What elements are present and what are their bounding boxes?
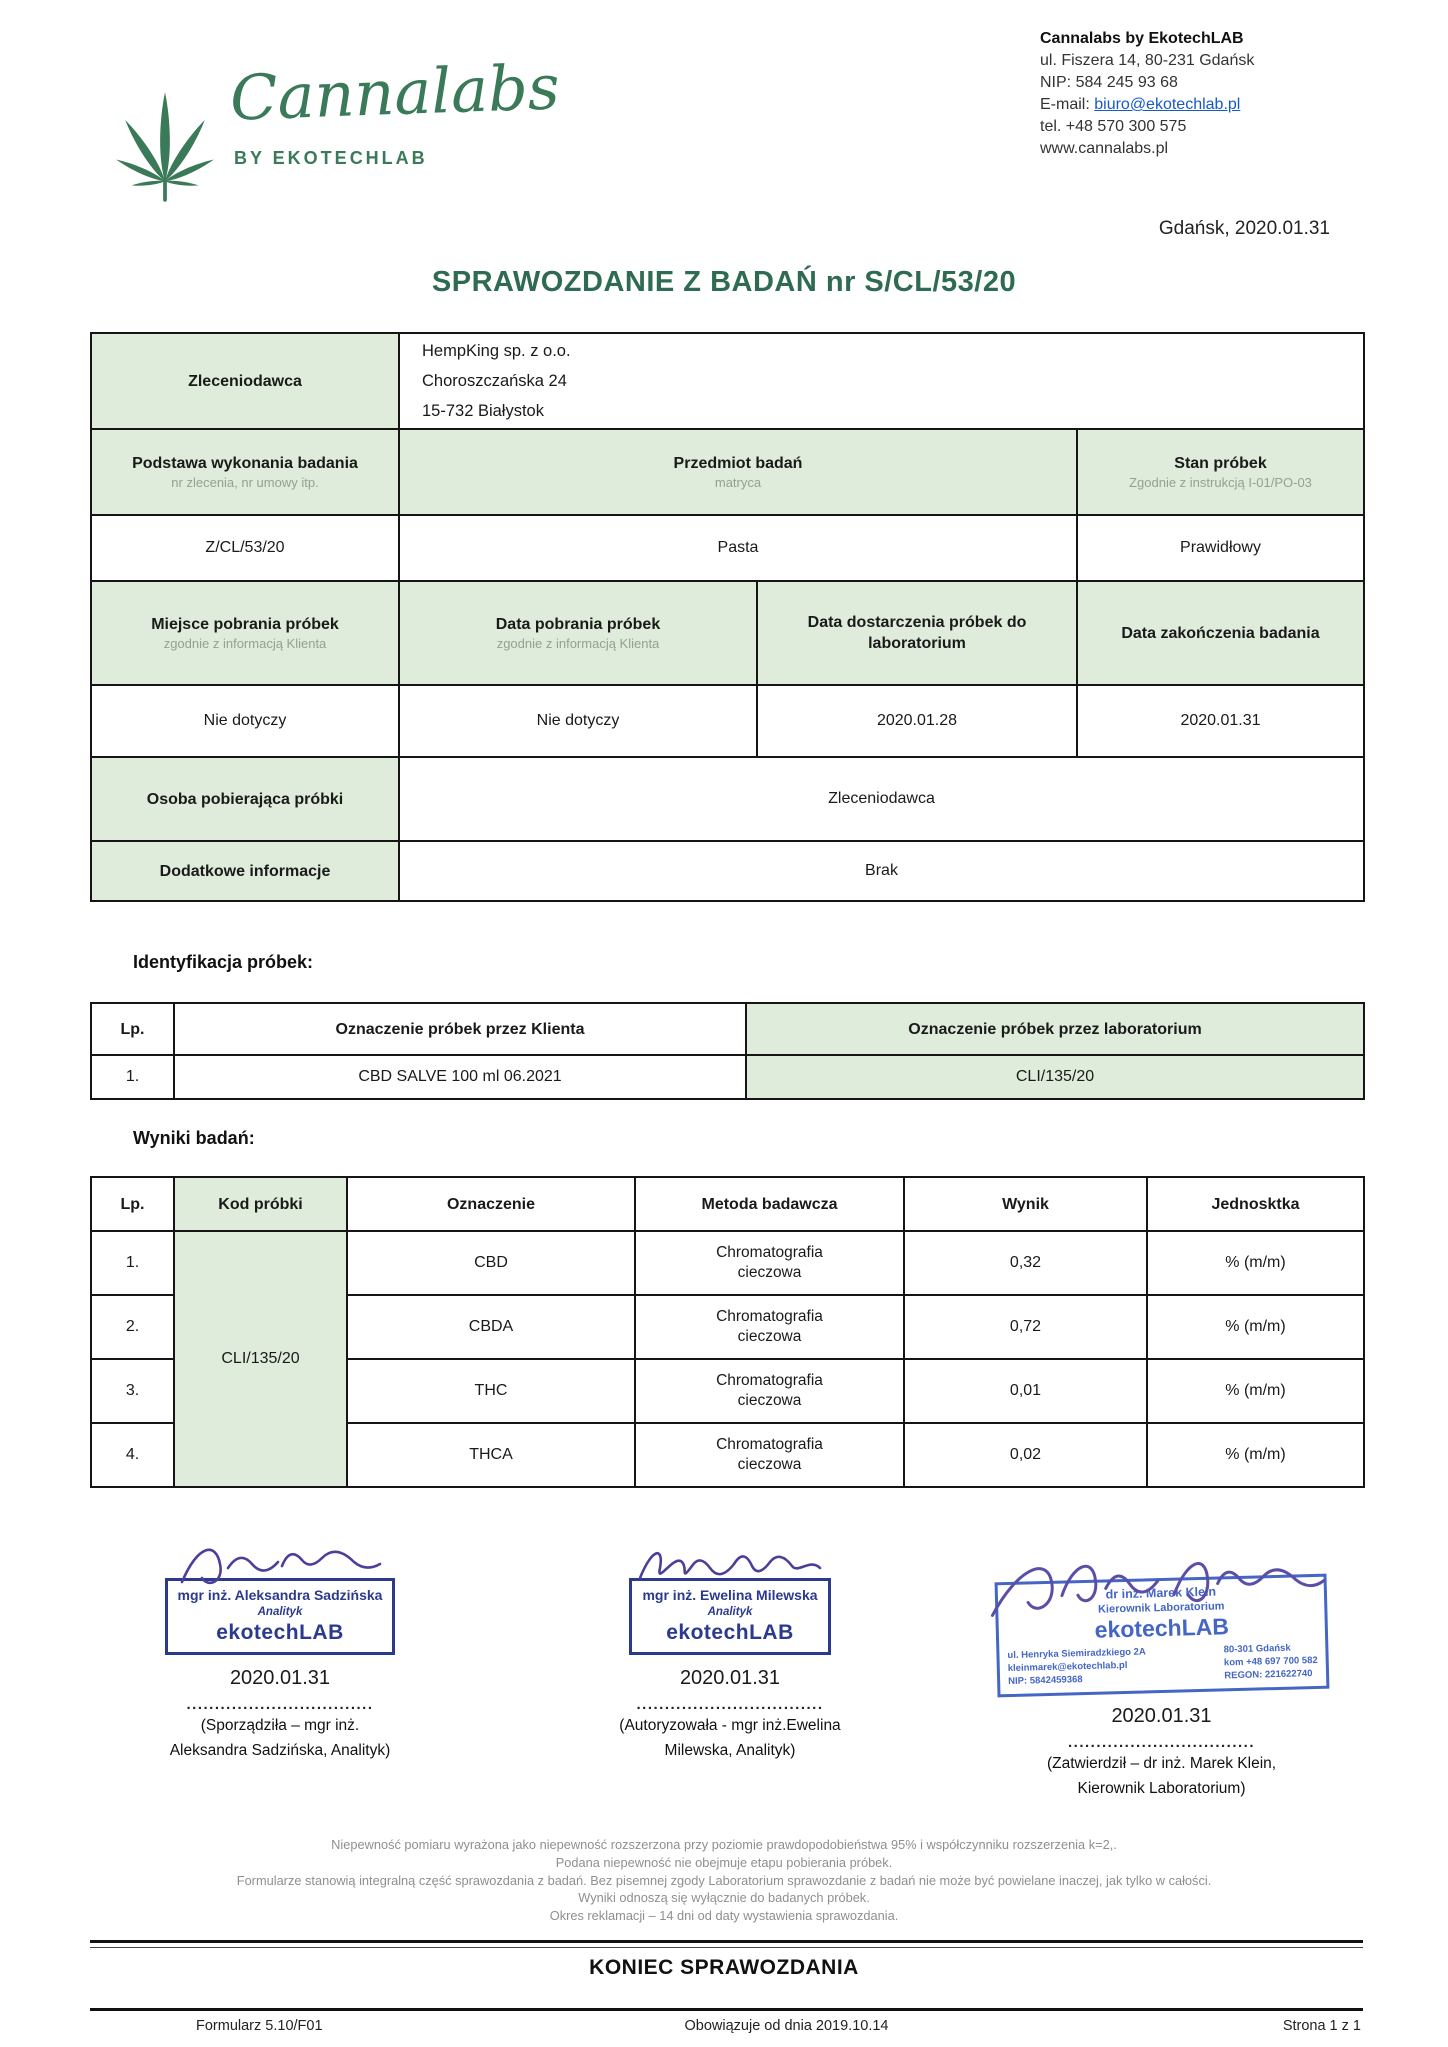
footnote-line: Niepewność pomiaru wyrażona jako niepewność rozszerzona przy poziomie prawdopodobieństwa 95% i współczynniku rozszerzenia k=2,.: [331, 1837, 1117, 1852]
res-unit: % (m/m): [1147, 1231, 1364, 1295]
sampling-date-header-cell: [399, 581, 757, 685]
contact-phone: tel. +48 570 300 575: [1040, 118, 1187, 135]
info-table: [90, 332, 1365, 902]
sampling-date-label: Data pobrania próbek: [495, 616, 661, 633]
handwritten-signature: [170, 1538, 390, 1594]
id-row-lp: 1.: [91, 1055, 174, 1099]
identification-table: [90, 1002, 1365, 1100]
place-label: Miejsce pobrania próbek: [151, 616, 339, 633]
basis-header-cell: [91, 429, 399, 515]
state-sub: Zgodnie z instrukcją I-01/PO-03: [1129, 475, 1312, 490]
results-heading: Wyniki badań:: [133, 1128, 255, 1148]
signature-caption: Milewska, Analityk): [664, 1742, 796, 1759]
res-result: 0,02: [904, 1423, 1147, 1487]
signature-caption: Kierownik Laboratorium): [1077, 1780, 1246, 1797]
id-col-client: Oznaczenie próbek przez Klienta: [174, 1003, 746, 1055]
signature-caption: (Autoryzowała - mgr inż.Ewelina: [619, 1717, 841, 1734]
stamp-address-left: [1007, 1645, 1146, 1688]
res-unit: % (m/m): [1147, 1423, 1364, 1487]
head-stamp: [994, 1574, 1329, 1698]
cannabis-leaf-icon: [100, 76, 230, 216]
separator-line-top: [90, 1940, 1363, 1948]
end-date-value-cell: 2020.01.31: [1077, 685, 1364, 757]
signature-date: 2020.01.31: [229, 1667, 331, 1689]
extra-value-cell: Brak: [399, 841, 1364, 901]
basis-value-cell: Z/CL/53/20: [91, 515, 399, 581]
res-result: 0,01: [904, 1359, 1147, 1423]
res-result: 0,72: [904, 1295, 1147, 1359]
res-col-unit: Jednosktka: [1147, 1177, 1364, 1231]
delivery-date-value-cell: 2020.01.28: [757, 685, 1077, 757]
method-line: Chromatografia: [716, 1372, 823, 1389]
method-line: cieczowa: [737, 1456, 802, 1473]
res-name: CBDA: [347, 1295, 635, 1359]
signature-dotted-line: .................................: [186, 1696, 374, 1713]
subject-label: Przedmiot badań: [673, 455, 803, 472]
sampler-value-cell: Zleceniodawca: [399, 757, 1364, 841]
state-header-cell: [1077, 429, 1364, 515]
method-line: cieczowa: [737, 1328, 802, 1345]
res-col-method: Metoda badawcza: [635, 1177, 904, 1231]
footnote-line: Okres reklamacji – 14 dni od daty wystawienia sprawozdania.: [549, 1908, 899, 1924]
signature-dotted-line: .................................: [1067, 1734, 1256, 1751]
state-value-cell: Prawidłowy: [1077, 515, 1364, 581]
signature-block-head: [960, 1538, 1363, 1801]
id-col-lab: Oznaczenie próbek przez laboratorium: [746, 1003, 1364, 1055]
ekotechlab-stamp-logo: ekotechLAB: [1093, 1613, 1229, 1643]
stamp-address-line: kom +48 697 700 582: [1223, 1654, 1318, 1669]
client-line: HempKing sp. z o.o.: [422, 342, 571, 360]
place-value-cell: Nie dotyczy: [91, 685, 399, 757]
table-row: [91, 1231, 1364, 1295]
res-name: THC: [347, 1359, 635, 1423]
stamp-name: dr inż. Marek Klein: [1104, 1584, 1216, 1602]
client-label-cell: Zleceniodawca: [91, 333, 399, 429]
stamp-role: Analityk: [257, 1606, 303, 1618]
state-label: Stan próbek: [1174, 455, 1267, 472]
stamp-name: mgr inż. Aleksandra Sadzińska: [177, 1587, 383, 1603]
id-row-lab: CLI/135/20: [746, 1055, 1364, 1099]
end-date-header-cell: Data zakończenia badania: [1077, 581, 1364, 685]
contact-address: ul. Fiszera 14, 80-231 Gdańsk: [1040, 52, 1255, 69]
extra-label-cell: Dodatkowe informacje: [91, 841, 399, 901]
contact-company: Cannalabs by EkotechLAB: [1040, 30, 1244, 47]
table-row: [91, 1055, 1364, 1099]
city-date: Gdańsk, 2020.01.31: [1158, 218, 1330, 239]
res-name: CBD: [347, 1231, 635, 1295]
res-col-name: Oznaczenie: [347, 1177, 635, 1231]
res-method: [635, 1423, 904, 1487]
res-name: THCA: [347, 1423, 635, 1487]
client-line: 15-732 Białystok: [422, 402, 544, 420]
sample-code-cell: CLI/135/20: [174, 1231, 347, 1487]
footnote-line: Wyniki odnoszą się wyłącznie do badanych próbek.: [578, 1890, 870, 1906]
basis-sub: nr zlecenia, nr umowy itp.: [171, 475, 319, 490]
stamp-address-line: REGON: 221622740: [1223, 1668, 1313, 1682]
subject-header-cell: [399, 429, 1077, 515]
basis-label: Podstawa wykonania badania: [132, 455, 358, 472]
contact-block: [1040, 28, 1254, 160]
stamp-address-line: kleinmarek@ekotechlab.pl: [1007, 1659, 1128, 1675]
id-row-client: CBD SALVE 100 ml 06.2021: [174, 1055, 746, 1099]
footnote-line: Podana niepewność nie obejmuje etapu pobierania próbek.: [555, 1854, 893, 1870]
signature-caption: (Sporządziła – mgr inż.: [200, 1717, 360, 1734]
res-result: 0,32: [904, 1231, 1147, 1295]
contact-email-label: E-mail:: [1040, 96, 1095, 113]
email-link[interactable]: biuro@ekotechlab.pl: [1094, 96, 1241, 113]
results-table: [90, 1176, 1365, 1488]
signature-block-analyst1: [90, 1538, 470, 1763]
footnote-line: Formularze stanowią integralną część sprawozdania z badań. Bez pisemnej zgody Laboratorium sprawozdanie z badań nie może być powielane inaczej, jak tylko w całości.: [236, 1872, 1212, 1888]
end-of-report-title: KONIEC SPRAWOZDANIA: [589, 1956, 859, 1979]
contact-email-line: [1040, 94, 1254, 116]
stamp-name: mgr inż. Ewelina Milewska: [642, 1587, 818, 1603]
signature-block-analyst2: [540, 1538, 920, 1763]
place-header-cell: [91, 581, 399, 685]
sampling-date-sub: zgodnie z informacją Klienta: [496, 636, 660, 651]
subject-sub: matryca: [714, 475, 762, 490]
separator-line-bottom: [90, 2008, 1363, 2011]
res-col-code: Kod próbki: [174, 1177, 347, 1231]
handwritten-signature: [630, 1538, 830, 1594]
method-line: Chromatografia: [716, 1436, 823, 1453]
place-sub: zgodnie z informacją Klienta: [163, 636, 327, 651]
handwritten-signature: [976, 1530, 1338, 1639]
page-footer: [90, 2018, 1363, 2034]
signature-date: 2020.01.31: [1111, 1705, 1212, 1727]
res-method: [635, 1231, 904, 1295]
footer-valid-from: Obowiązuje od dnia 2019.10.14: [684, 2018, 889, 2034]
signature-caption: (Zatwierdził – dr inż. Marek Klein,: [1046, 1755, 1277, 1772]
subject-value-cell: Pasta: [399, 515, 1077, 581]
contact-website: www.cannalabs.pl: [1040, 140, 1169, 157]
identification-heading: Identyfikacja próbek:: [133, 952, 314, 972]
client-line: Choroszczańska 24: [422, 372, 567, 390]
footnotes: [0, 1836, 1448, 1925]
res-lp: 2.: [91, 1295, 174, 1359]
stamp-role: Kierownik Laboratorium: [1097, 1600, 1225, 1616]
footer-page-number: Strona 1 z 1: [1282, 2018, 1361, 2034]
stamp-address-line: ul. Henryka Siemiradzkiego 2A: [1006, 1646, 1146, 1662]
delivery-date-header-cell: Data dostarczenia próbek do laboratorium: [757, 581, 1077, 685]
signature-dotted-line: .................................: [636, 1696, 824, 1713]
ekotechlab-stamp-logo: ekotechLAB: [216, 1621, 344, 1644]
stamp-role: Analityk: [707, 1606, 753, 1618]
signature-caption: Aleksandra Sadzińska, Analityk): [169, 1742, 391, 1759]
stamp-address-line: NIP: 5842459368: [1007, 1674, 1083, 1688]
sampling-date-value-cell: Nie dotyczy: [399, 685, 757, 757]
footer-form-number: Formularz 5.10/F01: [196, 2018, 323, 2034]
res-unit: % (m/m): [1147, 1359, 1364, 1423]
res-lp: 4.: [91, 1423, 174, 1487]
stamp-address-line: 80-301 Gdańsk: [1222, 1642, 1291, 1656]
logo-wordmark: Cannalabs: [228, 50, 561, 135]
res-unit: % (m/m): [1147, 1295, 1364, 1359]
client-value-cell: [399, 333, 1364, 429]
id-col-lp: Lp.: [91, 1003, 174, 1055]
signature-date: 2020.01.31: [679, 1667, 781, 1689]
res-col-result: Wynik: [904, 1177, 1147, 1231]
report-title: SPRAWOZDANIE Z BADAŃ nr S/CL/53/20: [431, 266, 1017, 298]
logo-subtitle: BY EKOTECHLAB: [234, 148, 428, 168]
signatures-section: [90, 1538, 1363, 1838]
method-line: cieczowa: [737, 1392, 802, 1409]
stamp-address-right: [1223, 1641, 1318, 1682]
res-lp: 1.: [91, 1231, 174, 1295]
res-col-lp: Lp.: [91, 1177, 174, 1231]
sampler-label-cell: Osoba pobierająca próbki: [91, 757, 399, 841]
res-method: [635, 1295, 904, 1359]
method-line: Chromatografia: [716, 1308, 823, 1325]
res-method: [635, 1359, 904, 1423]
method-line: Chromatografia: [716, 1244, 823, 1261]
lab-logo: [92, 48, 561, 218]
contact-nip: NIP: 584 245 93 68: [1040, 74, 1178, 91]
ekotechlab-stamp-logo: ekotechLAB: [666, 1621, 794, 1644]
method-line: cieczowa: [737, 1264, 802, 1281]
res-lp: 3.: [91, 1359, 174, 1423]
